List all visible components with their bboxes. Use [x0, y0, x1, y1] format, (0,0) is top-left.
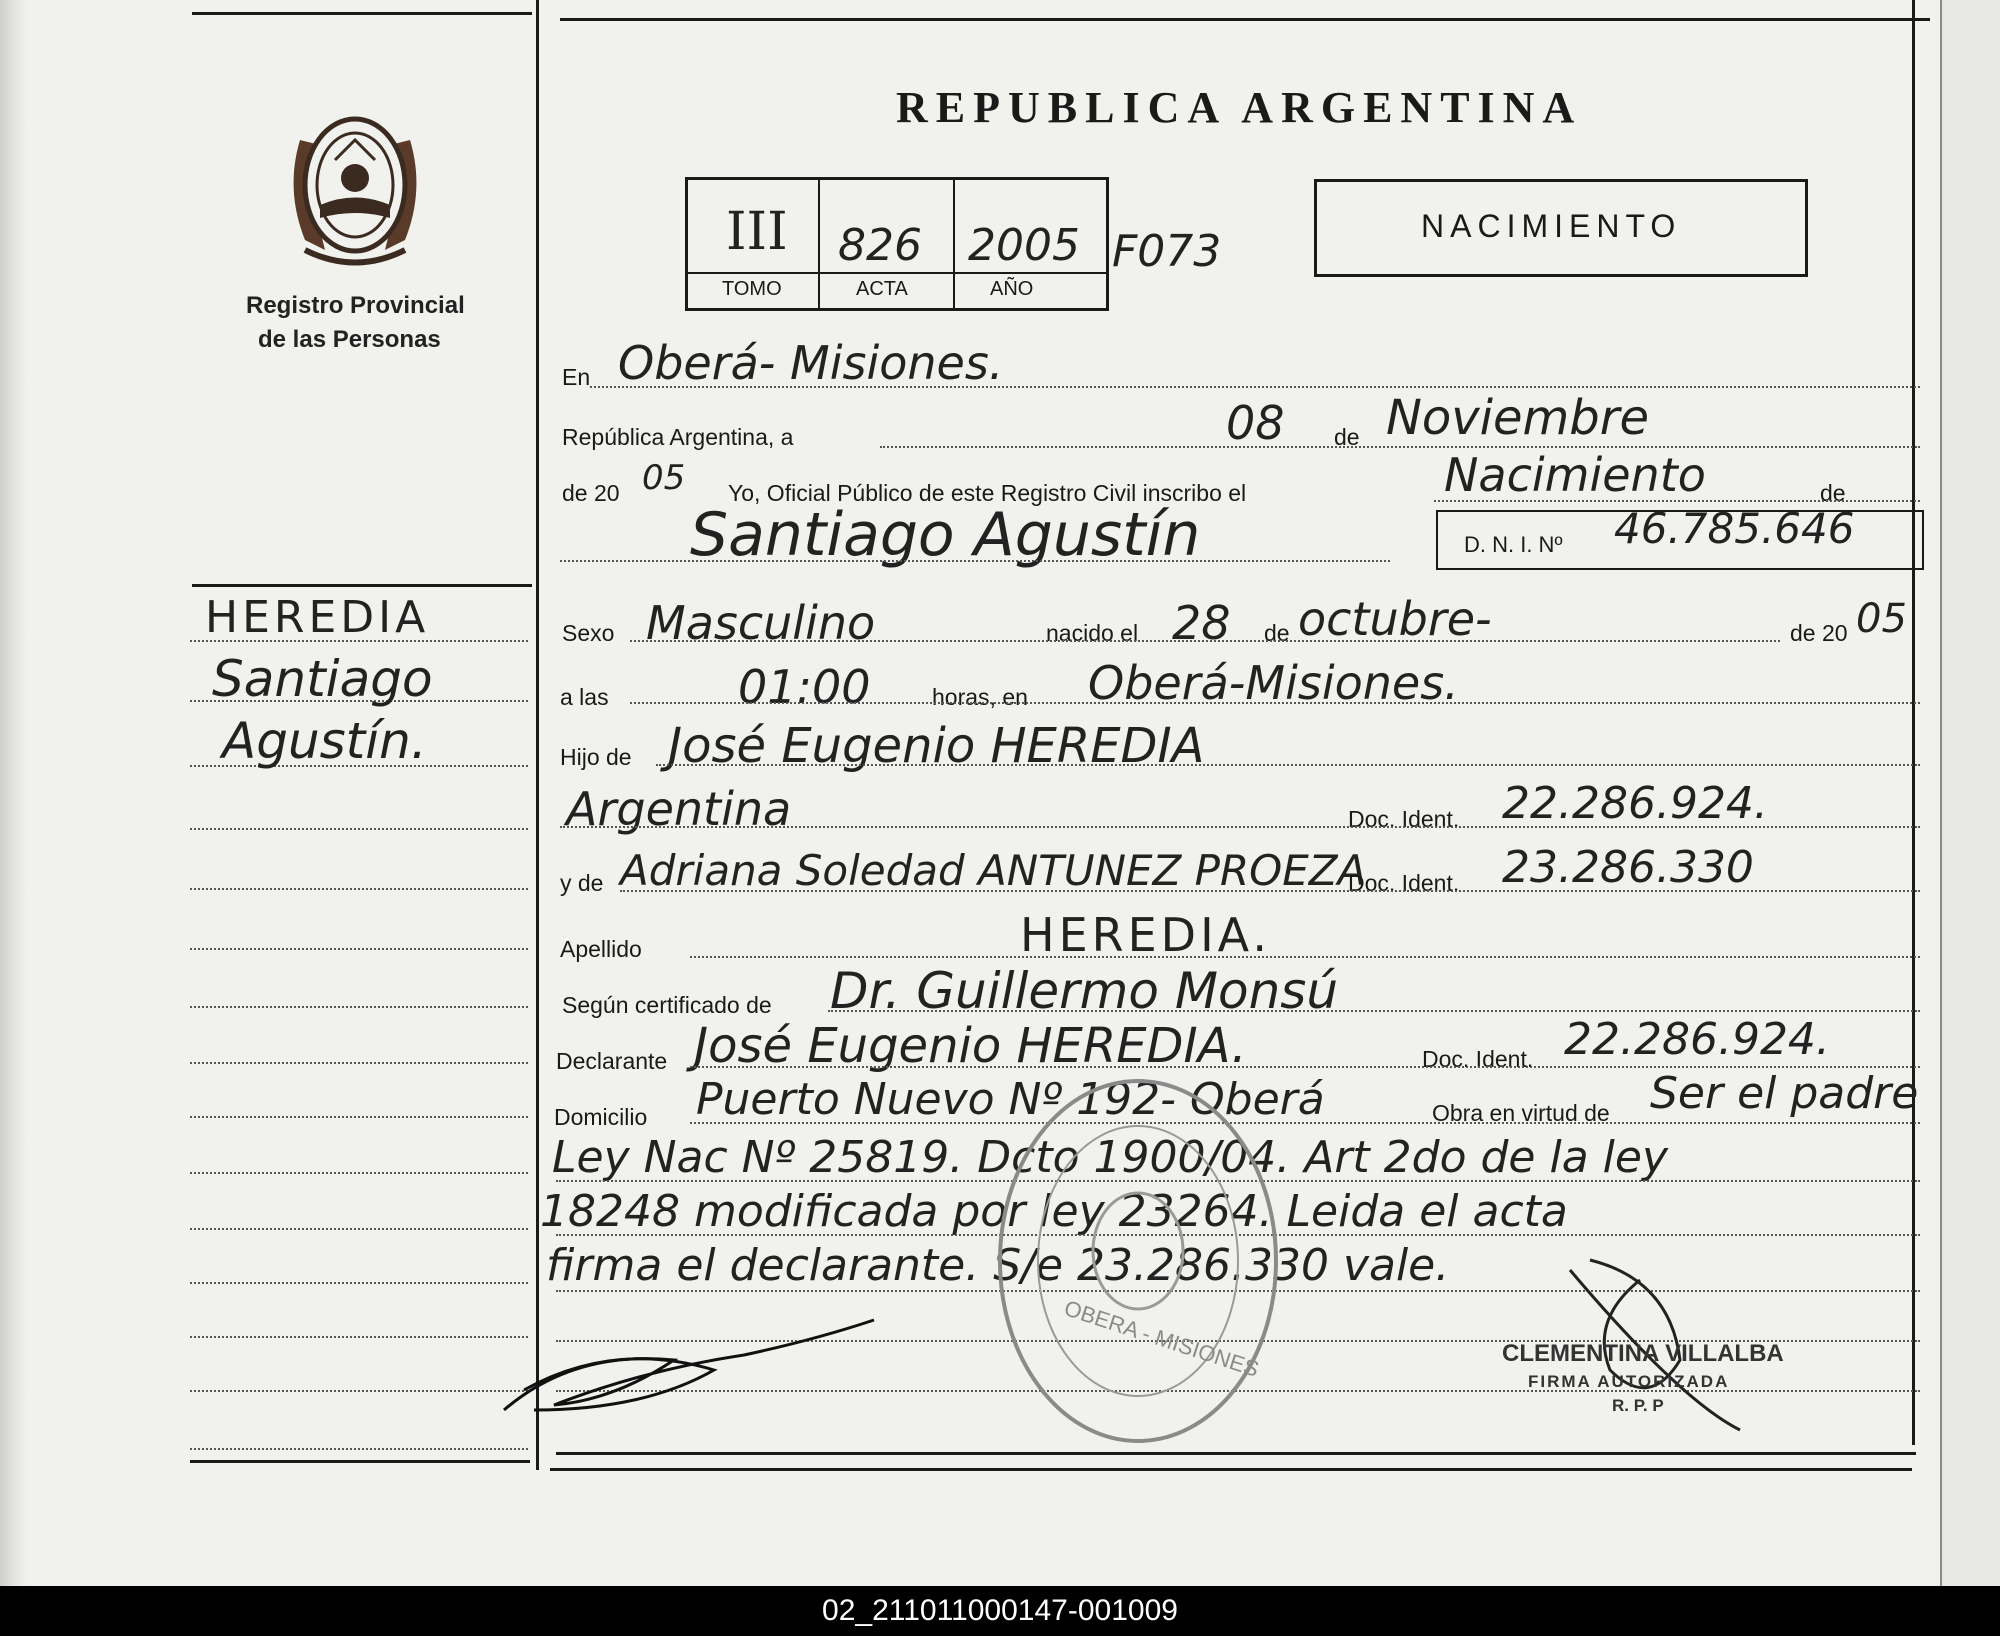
margin-line	[190, 1062, 528, 1064]
label-alas: a las	[560, 684, 609, 710]
margin-line	[190, 948, 528, 950]
label-dni: D. N. I. Nº	[1464, 532, 1563, 557]
value-anio: 05	[642, 458, 686, 498]
cell-rule	[688, 272, 1106, 274]
province-seal-icon	[280, 100, 430, 270]
margin-given1: Santiago	[212, 650, 433, 708]
issuer-line1: Registro Provincial	[246, 292, 465, 319]
margin-rule-bottom	[190, 1460, 530, 1463]
stamp-code: R. P. P	[1612, 1396, 1664, 1415]
value-nacionalidad: Argentina	[566, 782, 792, 836]
value-mes: Noviembre	[1386, 390, 1650, 446]
value-nombre: Santiago Agustín	[690, 500, 1201, 570]
value-acto: Nacimiento	[1444, 448, 1706, 502]
form-line	[560, 826, 1920, 828]
label-en: En	[562, 364, 591, 390]
ano-value: 2005	[968, 220, 1080, 271]
cell-divider	[953, 180, 955, 308]
label-hijo: Hijo de	[560, 744, 632, 770]
margin-line	[190, 1116, 528, 1118]
label-doc2: Doc. Ident.	[1348, 870, 1460, 896]
label-declarante: Declarante	[556, 1048, 668, 1074]
value-mes-nac: octubre-	[1298, 592, 1492, 646]
book-spine	[0, 0, 28, 1586]
label-de-mes: de	[1264, 620, 1290, 646]
margin-line	[190, 828, 528, 830]
form-line	[560, 560, 1390, 562]
stamp-name: CLEMENTINA VILLALBA	[1502, 1340, 1784, 1367]
label-doc3: Doc. Ident.	[1422, 1046, 1534, 1072]
document-type: NACIMIENTO	[1421, 208, 1682, 244]
value-doc-padre: 22.286.924.	[1502, 778, 1768, 829]
form-line	[590, 386, 1920, 388]
label-yo: Yo, Oficial Público de este Registro Civil inscribo el	[728, 480, 1247, 506]
value-doc-madre: 23.286.330	[1502, 842, 1754, 893]
label-de20: de 20	[562, 480, 620, 506]
image-id-footer: 02_211011000147-001009	[0, 1586, 2000, 1636]
label-doc1: Doc. Ident.	[1348, 806, 1460, 832]
value-anio-nac: 05	[1856, 596, 1907, 642]
form-line	[656, 764, 1920, 766]
label-nacido: nacido el	[1046, 620, 1139, 646]
label-de-2: de	[1820, 480, 1846, 506]
value-nota2: 18248 modificada por ley 23264. Leida el acta	[540, 1186, 1568, 1237]
dni-box	[1436, 504, 1924, 570]
folio-value: F073	[1112, 226, 1222, 277]
value-nota3: firma el declarante. S/e 23.286.330 vale.	[546, 1240, 1450, 1291]
value-medico: Dr. Guillermo Monsú	[830, 962, 1339, 1020]
margin-line	[190, 1448, 528, 1450]
label-horas: horas, en	[932, 684, 1028, 710]
acta-value: 826	[838, 220, 922, 271]
value-dia: 08	[1226, 396, 1285, 450]
tomo-value: III	[726, 202, 788, 262]
form-line	[630, 640, 1780, 642]
round-stamp-icon	[988, 1066, 1288, 1456]
margin-line	[190, 1282, 528, 1284]
issuer-line2: de las Personas	[258, 326, 441, 353]
value-madre: Adriana Soledad ANTUNEZ PROEZA	[620, 846, 1367, 895]
label-de20-b: de 20	[1790, 620, 1848, 646]
label-domicilio: Domicilio	[554, 1104, 648, 1130]
label-apellido: Apellido	[560, 936, 642, 962]
margin-line	[190, 1172, 528, 1174]
stamp-role: FIRMA AUTORIZADA	[1528, 1372, 1730, 1391]
form-line	[880, 446, 1920, 448]
value-hora: 01:00	[738, 660, 871, 714]
value-obra: Ser el padre	[1650, 1068, 1919, 1119]
value-dia-nac: 28	[1172, 596, 1231, 650]
label-de: de	[1334, 424, 1360, 450]
value-nota1: Ley Nac Nº 25819. Dcto 1900/04. Art 2do de la ley	[552, 1132, 1668, 1183]
value-sexo: Masculino	[646, 596, 876, 650]
form-line	[630, 702, 1920, 704]
form-line	[620, 890, 1920, 892]
value-declarante: José Eugenio HEREDIA.	[694, 1018, 1247, 1074]
margin-given2: Agustín.	[222, 712, 427, 770]
right-frame	[1912, 0, 1915, 1445]
column-divider	[536, 0, 539, 1470]
page-edge	[1940, 0, 2000, 1586]
margin-surname: HEREDIA	[205, 592, 430, 643]
margin-line	[190, 888, 528, 890]
form-line	[690, 956, 1920, 958]
value-doc-declarante: 22.286.924.	[1564, 1014, 1830, 1065]
acta-label: ACTA	[856, 278, 908, 300]
top-rule-left	[192, 12, 532, 15]
margin-rule	[192, 584, 532, 587]
cell-divider	[818, 180, 820, 308]
tomo-label: TOMO	[722, 278, 782, 300]
round-stamp-city: OBERA - MISIONES	[1061, 1295, 1262, 1382]
document-type-box	[1314, 179, 1808, 277]
value-dni: 46.785.646	[1614, 504, 1855, 553]
ano-label: AÑO	[990, 278, 1034, 300]
bottom-rule-2	[550, 1468, 1912, 1471]
value-lugar-nac: Oberá-Misiones.	[1088, 656, 1459, 710]
value-apellido: HEREDIA.	[1020, 908, 1271, 962]
label-republica: República Argentina, a	[562, 424, 794, 450]
top-rule-right	[560, 18, 1930, 21]
label-yde: y de	[560, 870, 604, 896]
country-title: REPUBLICA ARGENTINA	[896, 83, 1583, 132]
form-line	[690, 1122, 1920, 1124]
margin-line	[190, 1006, 528, 1008]
label-sexo: Sexo	[562, 620, 615, 646]
margin-line	[190, 1390, 528, 1392]
value-lugar: Oberá- Misiones.	[618, 336, 1004, 390]
declarant-signature-icon	[494, 1310, 884, 1430]
record-box	[685, 177, 1109, 311]
label-obra: Obra en virtud de	[1432, 1100, 1610, 1126]
margin-line	[190, 1228, 528, 1230]
value-padre: José Eugenio HEREDIA	[668, 718, 1205, 774]
form-line	[1434, 500, 1920, 502]
value-domicilio: Puerto Nuevo Nº 192- Oberá	[696, 1074, 1325, 1125]
form-line	[828, 1010, 1920, 1012]
label-segun: Según certificado de	[562, 992, 772, 1018]
margin-line	[190, 1336, 528, 1338]
